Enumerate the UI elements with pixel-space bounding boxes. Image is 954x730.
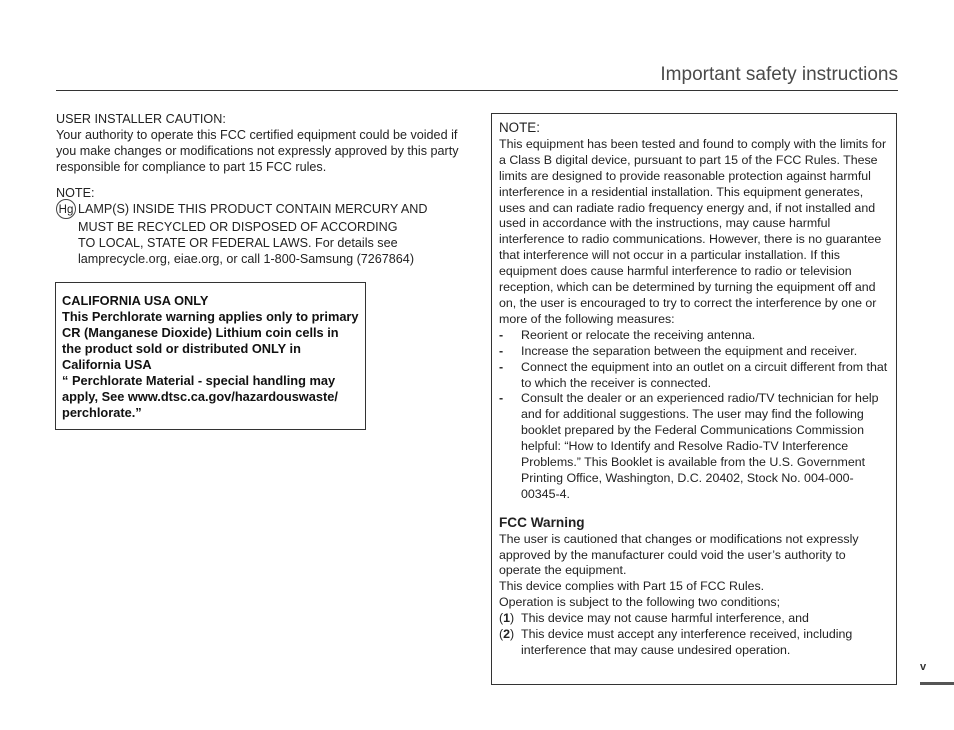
- california-notice-box: [55, 282, 366, 430]
- condition-text: This device must accept any interference received, including interference that may cause undesired operation.: [521, 627, 853, 657]
- bullet-dash: -: [499, 327, 504, 342]
- bullet-dash: -: [499, 359, 504, 374]
- fcc-warning-heading: FCC Warning: [499, 514, 585, 530]
- page-title: Important safety instructions: [660, 64, 898, 85]
- fcc-warning-text-3: Operation is subject to the following two conditions;: [499, 595, 781, 610]
- list-item: [499, 391, 890, 502]
- bullet-text: Connect the equipment into an outlet on a circuit different from that to which the receiver is connected.: [521, 359, 888, 390]
- page-number-bar: [920, 682, 954, 685]
- california-body: This Perchlorate warning applies only to primary CR (Manganese Dioxide) Lithium coin cells in the product sold or distributed ONLY in California USA: [62, 309, 359, 372]
- condition-item: [499, 611, 890, 627]
- note-heading: NOTE:: [56, 186, 95, 200]
- fcc-notice-box: [491, 113, 897, 685]
- condition-item: [499, 627, 890, 659]
- fcc-note-heading: NOTE:: [499, 120, 540, 135]
- bullet-text: Consult the dealer or an experienced radio/TV technician for help and for additional suggestions. The user may find the following booklet prepared by the Federal Communications Commission helpful: “How to Identify and Resolve Radio-TV Interference Problems.” This Booklet is available from the U.S. Government Printing Office, Washington, D.C. 20402, Stock No. 004-000-00345-4.: [521, 391, 879, 501]
- california-quote: “ Perchlorate Material - special handling may apply, See www.dtsc.ca.gov/hazardouswaste/ perchlorate.”: [62, 373, 338, 420]
- mercury-line-4: lamprecycle.org, eiae.org, or call 1-800-Samsung (7267864): [78, 252, 415, 266]
- page-number: v: [920, 661, 927, 673]
- bullet-dash: -: [499, 343, 504, 358]
- list-item: [499, 344, 890, 360]
- mercury-line-1: LAMP(S) INSIDE THIS PRODUCT CONTAIN MERCURY AND: [78, 202, 428, 216]
- condition-text: This device may not cause harmful interference, and: [521, 611, 809, 626]
- condition-number: (2): [499, 627, 515, 642]
- fcc-warning-text-1: The user is cautioned that changes or modifications not expressly approved by the manufacturer could void the user’s authority to operate the equipment.: [499, 531, 859, 578]
- bullet-dash: -: [499, 391, 504, 406]
- fcc-note-text: This equipment has been tested and found to comply with the limits for a Class B digital device, pursuant to part 15 of the FCC Rules. These limits are designed to provide reasonable protection against harmful interference in a residential installation. This equipment generates, uses and can radiate radio frequency energy and, if not installed and used in accordance with the instructions, may cause harmful interference to radio communications. However, there is no guarantee that interference will not occur in a particular installation. If this equipment does cause harmful interference to radio or television reception, which can be determined by turning the equipment off and on, the user is encouraged to try to correct the interference by one or more of the following measures:: [499, 136, 887, 326]
- caution-text: Your authority to operate this FCC certified equipment could be voided if you make changes or modifications not expressly approved by this party responsible for compliance to part 15 FCC rules.: [56, 128, 459, 174]
- fcc-warning-text-2: This device complies with Part 15 of FCC Rules.: [499, 579, 765, 594]
- caution-heading: USER INSTALLER CAUTION:: [56, 112, 226, 126]
- condition-number: (1): [499, 611, 515, 626]
- list-item: [499, 360, 890, 392]
- bullet-text: Reorient or relocate the receiving antenna.: [521, 327, 756, 342]
- hg-mercury-icon: Hg: [56, 199, 76, 219]
- mercury-notice: [56, 201, 476, 219]
- list-item: [499, 328, 890, 344]
- mercury-line-2: MUST BE RECYCLED OR DISPOSED OF ACCORDING: [78, 220, 398, 234]
- california-heading: CALIFORNIA USA ONLY: [62, 293, 209, 308]
- mercury-line-3: TO LOCAL, STATE OR FEDERAL LAWS. For details see: [78, 236, 398, 250]
- left-column: [56, 111, 476, 267]
- header-divider: [56, 90, 898, 91]
- bullet-text: Increase the separation between the equipment and receiver.: [521, 343, 858, 358]
